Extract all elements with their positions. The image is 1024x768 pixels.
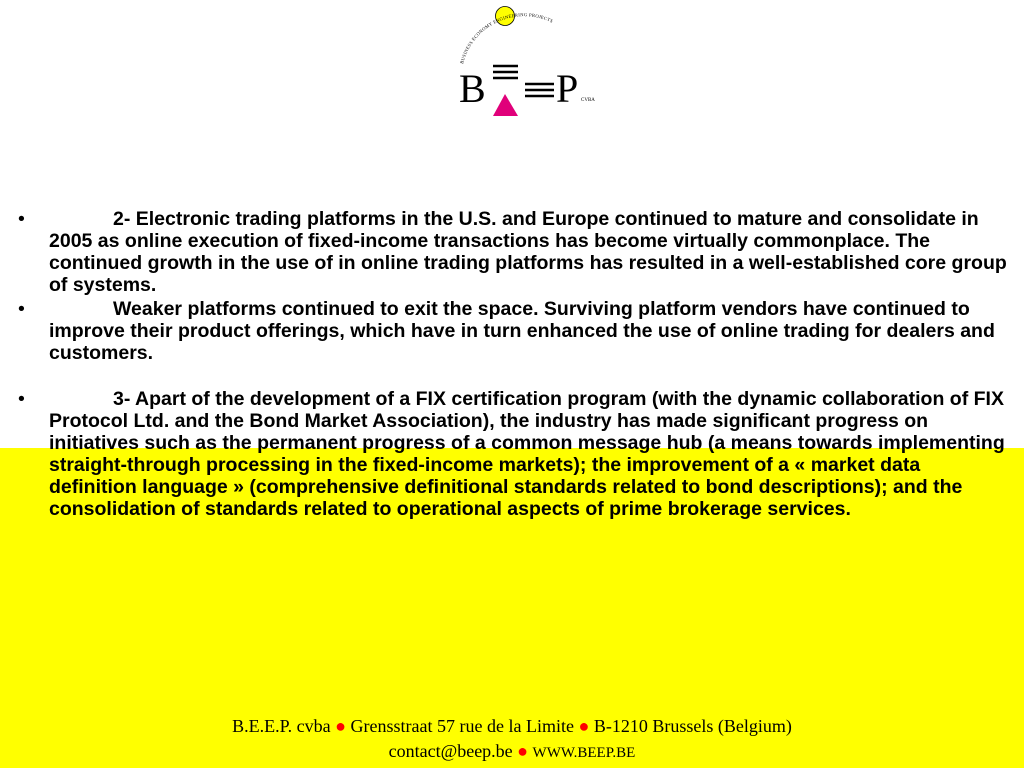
logo-lines-right [525,84,554,96]
footer-separator: ● [335,716,347,736]
logo-suffix: CVBA [581,98,595,103]
beep-logo [455,4,615,120]
bullet-item [18,208,1008,296]
logo-lines-left [493,66,518,78]
bullet-list [18,208,1008,520]
bullet-item [18,298,1008,364]
bullet-marker: • [18,298,25,320]
bullet-marker: • [18,208,25,230]
footer-separator: ● [517,741,529,761]
footer-website[interactable]: WWW.BEEP.BE [532,745,636,761]
bullet-text: 3- Apart of the development of a FIX certification program (with the dynamic collaboration of FIX Protocol Ltd. and the Bond Market Association), the industry has made significant progress on initiatives such as the permanent progress of a common message hub (a means towards implementing straight-through processing in the fixed-income markets); the improvement of a « market data definition language » (comprehensive definitional standards related to bond descriptions); and the consolidation of standards related to operational aspects of prime brokerage services. [49,388,1005,520]
bullet-marker: • [18,388,25,410]
logo-arc-text: BUSINESS ECONOMY ENGINEERING PROJECTS [459,12,554,65]
footer-separator: ● [578,716,590,736]
logo-letter-p: P [556,66,579,111]
logo-magenta-triangle [493,94,518,116]
footer-street: Grensstraat 57 rue de la Limite [350,716,574,736]
footer-city: B-1210 Brussels (Belgium) [593,716,792,736]
bullet-text: Weaker platforms continued to exit the space. Surviving platform vendors have continued to improve their product offerings, which have in turn enhanced the use of online trading for dealers and customers. [49,298,995,364]
footer-company: B.E.E.P. cvba [232,716,331,736]
bullet-text: 2- Electronic trading platforms in the U.S. and Europe continued to mature and consolidate in 2005 as online execution of fixed-income transactions has become virtually commonplace. The continued growth in the use of in online trading platforms has resulted in a well-established core group of systems. [49,208,1007,296]
footer-email[interactable]: contact@beep.be [388,741,513,761]
footer-address-line [0,714,1024,739]
bullet-item [18,388,1008,520]
footer-contact-line [0,739,1024,766]
footer [0,714,1024,766]
logo-letter-b: B [459,66,486,111]
